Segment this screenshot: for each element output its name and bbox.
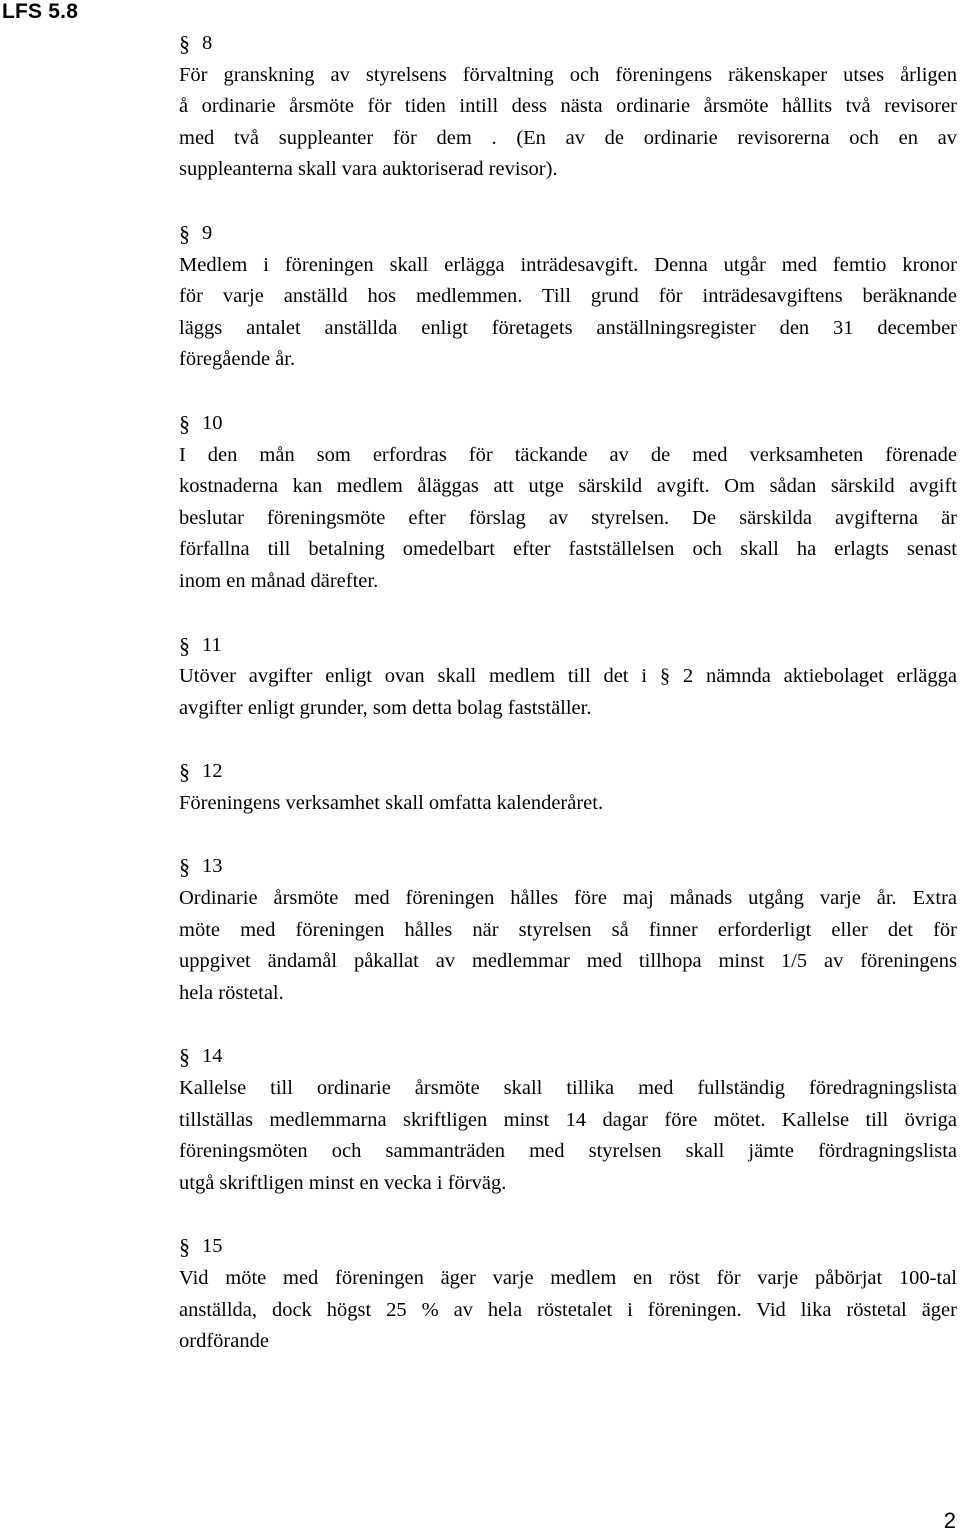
section-text [179, 1263, 957, 1358]
text-line: föreningsmöten och sammanträden med styrelsen skall jämte fördragningslista [179, 1140, 957, 1163]
text-line: Vid möte med föreningen äger varje medlem en röst för varje påbörjat 100-tal [179, 1267, 957, 1289]
section-13 [179, 851, 957, 1009]
section-heading [179, 28, 957, 60]
section-heading [179, 1231, 957, 1263]
section-text [179, 60, 957, 186]
section-number: 8 [202, 32, 213, 54]
section-10 [179, 408, 957, 598]
text-line: för varje anställd hos medlemmen. Till grund för inträdesavgiftens beräknande [179, 285, 957, 308]
text-line: suppleanterna skall vara auktoriserad revisor). [179, 158, 558, 181]
section-sign-icon: § [179, 220, 190, 246]
section-number: 12 [202, 760, 223, 783]
text-line: Medlem i föreningen skall erlägga inträdesavgift. Denna utgår med femtio kronor [179, 253, 957, 276]
text-line: anställda, dock högst 25 % av hela röstetalet i föreningen. Vid lika röstetal äger [179, 1298, 957, 1321]
section-sign-icon: § [179, 854, 190, 880]
section-8 [179, 28, 957, 186]
section-number: 10 [202, 411, 223, 434]
section-text [179, 1073, 957, 1199]
section-12 [179, 756, 957, 819]
text-line: För granskning av styrelsens förvaltning och föreningens räkenskaper utses årligen [179, 63, 957, 86]
text-line: å ordinarie årsmöte för tiden intill dess nästa ordinarie årsmöte hållits två revisorer [179, 95, 957, 118]
section-sign-icon: § [179, 1044, 190, 1070]
text-line: med två suppleanter för dem . (En av de ordinarie revisorerna och en av [179, 126, 957, 149]
section-heading [179, 218, 957, 250]
section-heading [179, 630, 957, 662]
text-line: läggs antalet anställda enligt företagets anställningsregister den 31 december [179, 316, 957, 339]
text-line: kostnaderna kan medlem åläggas att utge särskild avgift. Om sådan särskild avgift [179, 475, 957, 498]
section-text [179, 661, 957, 724]
section-text [179, 788, 957, 820]
section-heading [179, 408, 957, 440]
text-line: tillställas medlemmarna skriftligen minst 14 dagar före mötet. Kallelse till övriga [179, 1108, 957, 1131]
section-text [179, 440, 957, 598]
section-15 [179, 1231, 957, 1357]
section-text [179, 883, 957, 1009]
section-14 [179, 1041, 957, 1199]
section-number: 14 [202, 1045, 223, 1068]
text-line: möte med föreningen hålles när styrelsen så finner erforderligt eller det för [179, 918, 957, 941]
section-11 [179, 630, 957, 725]
section-text [179, 250, 957, 376]
text-line: utgå skriftligen minst en vecka i förväg. [179, 1171, 507, 1194]
document-code: LFS 5.8 [2, 0, 79, 23]
section-number: 15 [202, 1235, 223, 1258]
section-9 [179, 218, 957, 376]
section-sign-icon: § [179, 410, 190, 436]
document-body [179, 28, 957, 1390]
section-sign-icon: § [179, 632, 190, 658]
text-line: Utöver avgifter enligt ovan skall medlem till det i § 2 nämnda aktiebolaget erlägga [179, 665, 957, 688]
section-number: 13 [202, 855, 223, 878]
section-number: 11 [202, 633, 222, 656]
section-heading [179, 851, 957, 883]
section-sign-icon: § [179, 1234, 190, 1260]
section-heading [179, 756, 957, 788]
section-number: 9 [202, 221, 213, 244]
page-number: 2 [943, 1508, 956, 1533]
text-line: inom en månad därefter. [179, 569, 379, 592]
text-line: ordförande [179, 1330, 269, 1353]
section-sign-icon: § [179, 31, 190, 56]
text-line: Kallelse till ordinarie årsmöte skall tillika med fullständig föredragningslista [179, 1077, 957, 1100]
text-line: I den mån som erfordras för täckande av de med verksamheten förenade [179, 443, 957, 466]
text-line: hela röstetal. [179, 981, 284, 1004]
text-line: avgifter enligt grunder, som detta bolag fastställer. [179, 696, 592, 719]
section-sign-icon: § [179, 759, 190, 785]
section-heading [179, 1041, 957, 1073]
text-line: Ordinarie årsmöte med föreningen hålles före maj månads utgång varje år. Extra [179, 887, 957, 910]
text-line: uppgivet ändamål påkallat av medlemmar med tillhopa minst 1/5 av föreningens [179, 950, 957, 973]
text-line: förfallna till betalning omedelbart efter fastställelsen och skall ha erlagts senast [179, 538, 957, 561]
text-line: beslutar föreningsmöte efter förslag av styrelsen. De särskilda avgifterna är [179, 506, 957, 529]
text-line: föregående år. [179, 348, 296, 371]
text-line: Föreningens verksamhet skall omfatta kalenderåret. [179, 791, 604, 814]
